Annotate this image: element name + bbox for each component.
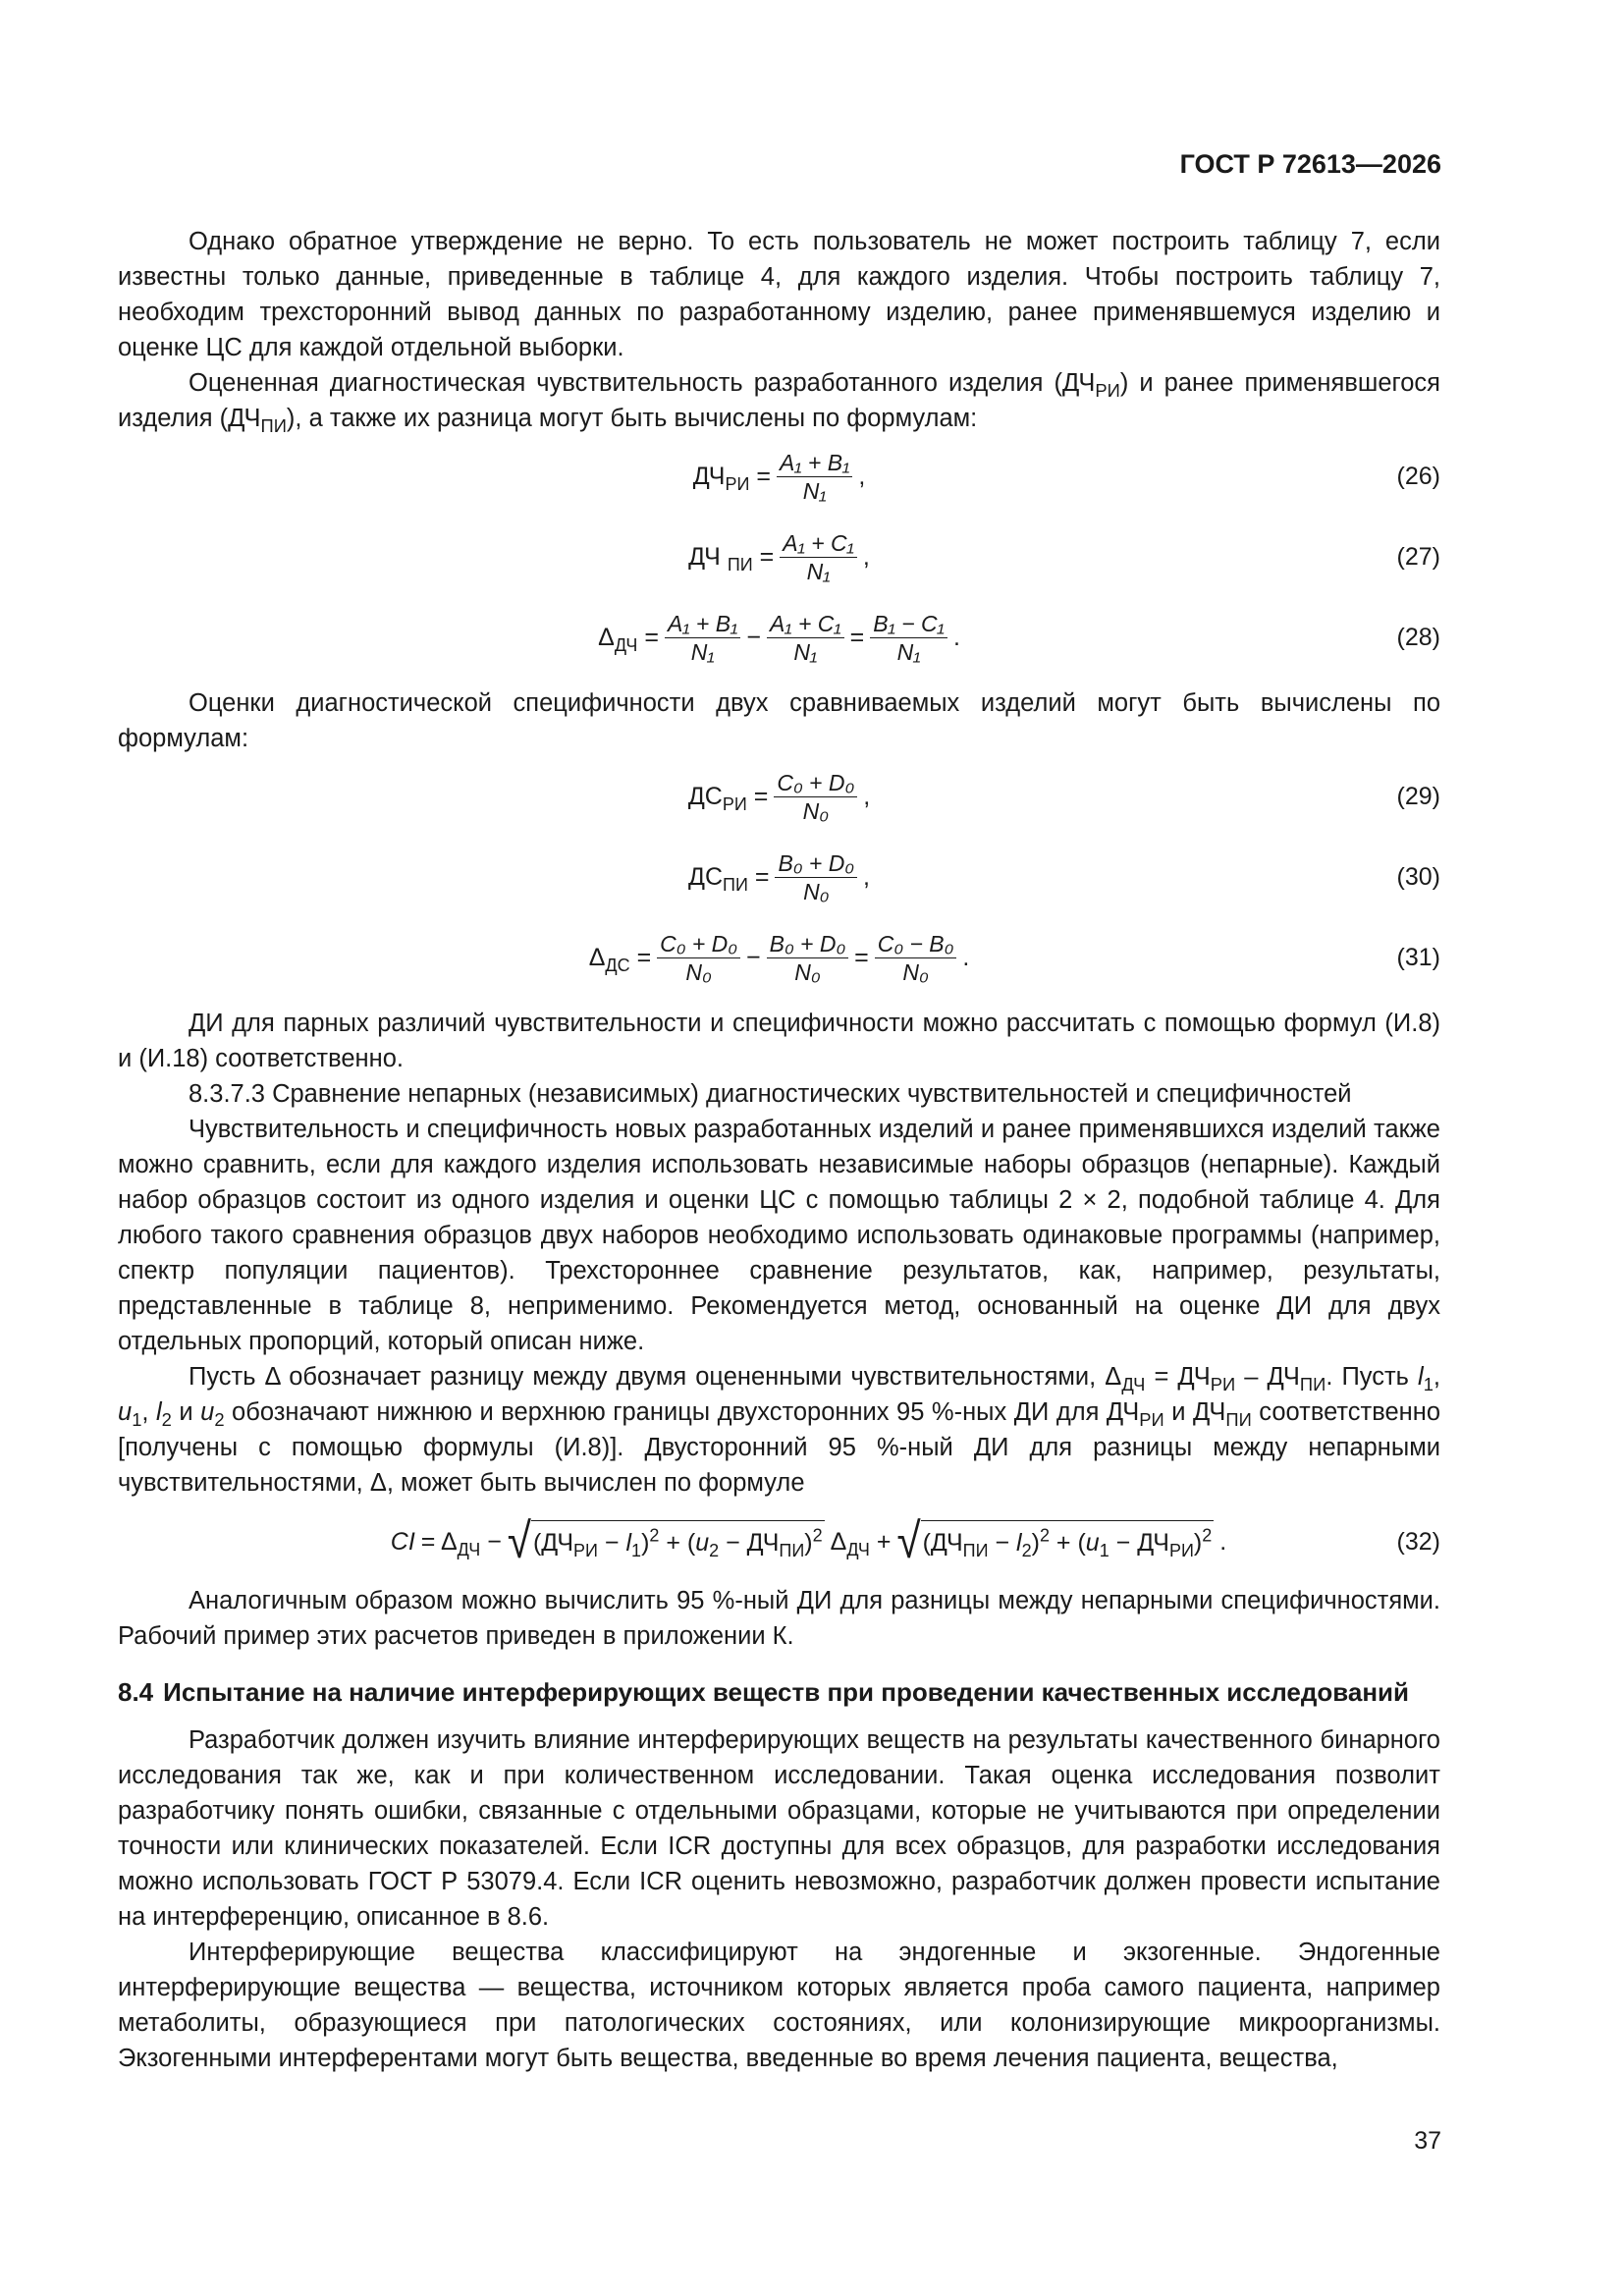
equation-number: (27) [1396, 543, 1440, 571]
paragraph: Интерферирующие вещества классифицируют на эндогенные и экзогенные. Эндогенные интерферирующие вещества — вещества, источником которых является проба самого пациента, например метаболиты, образующиеся при патологических состояниях, или колонизирующие микроорганизмы. Экзогенными интерферентами могут быть вещества, введенные во время лечения пациента, вещества, [118, 1939, 1440, 2072]
paragraph: Чувствительность и специфичность новых разработанных изделий и ранее применявшихся изделий также можно сравнить, если для каждого изделия использовать независимые наборы образцов (непарные). Каждый набор образцов состоит из одного изделия и оценки ЦС с помощью таблицы 2 × 2, подобной таблице 4. Для любого такого сравнения образцов двух наборов необходимо использовать одинаковые программы (например, спектр популяции пациентов). Трехстороннее сравнение результатов, как, например, результаты, представленные в таблице 8, неприменимо. Рекомендуется метод, основанный на оценке ДИ для двух отдельных пропорций, который описан ниже. [118, 1116, 1440, 1355]
equation-number: (30) [1396, 863, 1440, 891]
paragraph: Однако обратное утверждение не верно. То есть пользователь не может построить таблицу 7, если известны только данные, приведенные в таблице 4, для каждого изделия. Чтобы построить таблицу 7, необходим трехсторонний вывод данных по разработанному изделию, ранее применявшемуся изделию и оценке ЦС для каждой отдельной выборки. [118, 228, 1440, 361]
document-body [118, 224, 1440, 2076]
equation-29: $ДС_{РИ}$ = $\frac{\text{C₀ + D₀}}{\text{N₀}}$ , (29) [687, 769, 1440, 824]
equation-32: CI = $\Delta_{ДЧ}$ − √ $(ДЧ_{РИ} - l_1)^2 + (u_2 - ДЧ_{ПИ})^2$ $\Delta_{ДЧ}$ + √ $(ДЧ_{ПИ} - l_2)^2 + (u_1 - ДЧ_{РИ})^2$ . (32) [390, 1513, 1440, 1569]
equation-number: (28) [1396, 624, 1440, 651]
equation-31: $\Delta_{ДС}$ = $\frac{\text{C₀ + D₀}}{\text{N₀}}$ − $\frac{\text{B₀ + D₀}}{\text{N₀}}$ = $\frac{\text{C₀ − B₀}}{\text{N₀}}$ . (31) [588, 930, 1440, 985]
paragraph: Аналогичным образом можно вычислить 95 %-ный ДИ для разницы между непарными специфичностями. Рабочий пример этих расчетов приведен в приложении К. [118, 1587, 1440, 1650]
equation-number: (31) [1396, 944, 1440, 971]
subsection-heading: 8.3.7.3 Сравнение непарных (независимых) диагностических чувствительностей и специфичностей [189, 1080, 1352, 1108]
paragraph: Оцененная диагностическая чувствительность разработанного изделия $(ДЧ_{РИ})$ и ранее применявшегося изделия $(ДЧ_{ПИ})$, а также их разница могут быть вычислены по формулам: [118, 369, 1440, 437]
paragraph: Разработчик должен изучить влияние интерферирующих веществ на результаты качественного бинарного исследования так же, как и при количественном исследовании. Такая оценка исследования позволит разработчику понять ошибки, связанные с отдельными образцами, которые не учитываются при определении точности или клинических показателей. Если ICR доступны для всех образцов, для разработки исследования можно использовать ГОСТ Р 53079.4. Если ICR оценить невозможно, разработчик должен провести испытание на интерференцию, описанное в 8.6. [118, 1726, 1440, 1931]
equation-30: $ДС_{ПИ}$ = $\frac{\text{B₀ + D₀}}{\text{N₀}}$ , (30) [688, 849, 1440, 904]
equation-number: (32) [1396, 1528, 1440, 1556]
paragraph: Оценки диагностической специфичности двух сравниваемых изделий могут быть вычислены по формулам: [118, 689, 1440, 752]
page-number: 37 [1414, 2127, 1441, 2155]
equation-26: $ДЧ_{РИ}$ = $\frac{\text{A₁ + B₁}}{\text{N₁}}$ , (26) [692, 449, 1440, 504]
equation-28: $\Delta_{ДЧ}$ = $\frac{\text{A₁ + B₁}}{\text{N₁}}$ − $\frac{\text{A₁ + C₁}}{\text{N₁}}$ = $\frac{\text{B₁ − C₁}}{\text{N₁}}$ . (28) [598, 610, 1440, 665]
paragraph: ДИ для парных различий чувствительности и специфичности можно рассчитать с помощью формул (И.8) и (И.18) соответственно. [118, 1010, 1440, 1072]
paragraph: Пусть Δ обозначает разницу между двумя оцененными чувствительностями, $\Delta_{ДЧ} = ДЧ_{РИ} - ДЧ_{ПИ}$. Пусть $l_1$, $u_1$, $l_2$ и $u_2$ обозначают нижнюю и верхнюю границы двухсторонних 95 %-ных ДИ для $ДЧ_{РИ}$ и $ДЧ_{ПИ}$ соответственно [получены с помощью формулы (И.8)]. Двусторонний 95 %-ный ДИ для разницы между непарными чувствительностями, Δ, может быть вычислен по формуле [118, 1363, 1441, 1497]
equation-number: (26) [1396, 463, 1440, 490]
equation-27: ДЧ $_{ПИ}$ = $\frac{\text{A₁ + C₁}}{\text{N₁}}$ , (27) [688, 529, 1440, 584]
section-heading: 8.4 Испытание на наличие интерферирующих веществ при проведении качественных исследований [118, 1677, 1409, 1707]
equation-number: (29) [1396, 783, 1440, 810]
document-header: ГОСТ Р 72613—2026 [1179, 149, 1441, 179]
